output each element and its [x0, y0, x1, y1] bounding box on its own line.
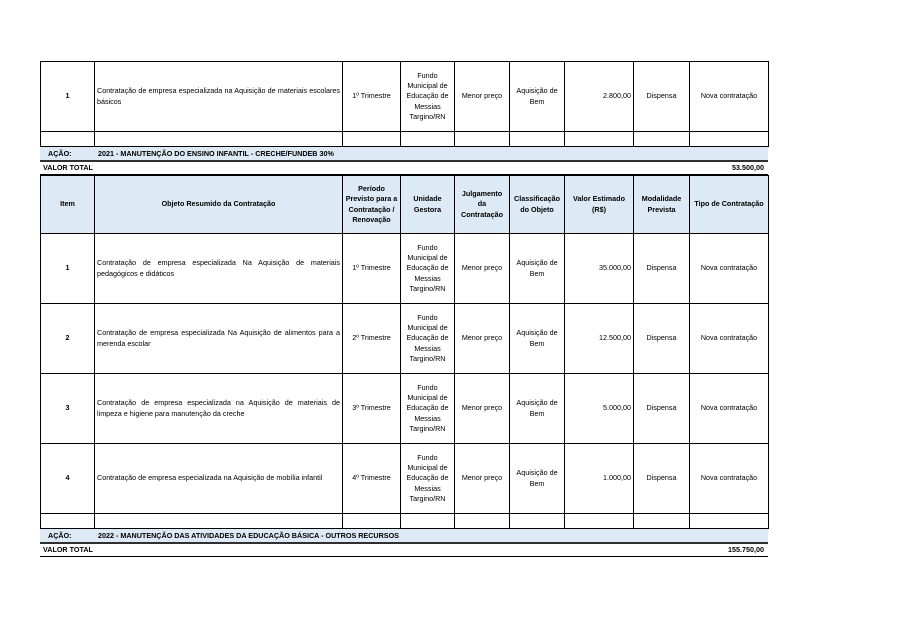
cell-item: 1 [41, 234, 95, 304]
acao-text: 2022 - MANUTENÇÃO DAS ATIVIDADES DA EDUCAÇÃO BÁSICA - OUTROS RECURSOS [98, 531, 399, 540]
cell-valor: 35.000,00 [565, 234, 634, 304]
cell-item: 3 [41, 374, 95, 444]
cell-modalidade: Dispensa [634, 444, 690, 514]
cell-tipo: Nova contratação [690, 374, 769, 444]
cell-objeto: Contratação de empresa especializada na Aquisição de materiais escolares básicos [95, 62, 343, 132]
cell-classificacao: Aquisição de Bem [510, 444, 565, 514]
empty-row [41, 514, 769, 529]
acao-label: AÇÃO: [48, 531, 72, 540]
empty-cell [565, 514, 634, 529]
cell-tipo: Nova contratação [690, 62, 769, 132]
empty-cell [95, 514, 343, 529]
cell-periodo: 3º Trimestre [343, 374, 401, 444]
empty-cell [401, 514, 455, 529]
valor-total-value: 53.500,00 [732, 163, 764, 172]
empty-cell [690, 132, 769, 147]
cell-classificacao: Aquisição de Bem [510, 304, 565, 374]
cell-julgamento: Menor preço [455, 304, 510, 374]
acao-band-1 [40, 147, 768, 160]
valor-total-label: VALOR TOTAL [43, 163, 93, 172]
valor-total-value: 155.750,00 [728, 545, 764, 554]
empty-cell [510, 132, 565, 147]
cell-periodo: 2º Trimestre [343, 304, 401, 374]
cell-julgamento: Menor preço [455, 234, 510, 304]
col-header-modalidade: Modalidade Prevista [634, 176, 690, 234]
cell-periodo: 4º Trimestre [343, 444, 401, 514]
col-header-julgamento: Julgamento da Contratação [455, 176, 510, 234]
empty-cell [41, 514, 95, 529]
empty-cell [401, 132, 455, 147]
empty-cell [510, 514, 565, 529]
empty-row [41, 132, 769, 147]
cell-periodo: 1º Trimestre [343, 234, 401, 304]
empty-cell [95, 132, 343, 147]
cell-tipo: Nova contratação [690, 234, 769, 304]
empty-cell [455, 514, 510, 529]
empty-cell [690, 514, 769, 529]
col-header-objeto: Objeto Resumido da Contratação [95, 176, 343, 234]
contracts-table-2 [40, 175, 769, 529]
cell-unidade: Fundo Municipal de Educação de Messias Targino/RN [401, 62, 455, 132]
cell-unidade: Fundo Municipal de Educação de Messias Targino/RN [401, 234, 455, 304]
cell-tipo: Nova contratação [690, 444, 769, 514]
cell-valor: 5.000,00 [565, 374, 634, 444]
cell-modalidade: Dispensa [634, 304, 690, 374]
table-header-row [41, 176, 769, 234]
valor-total-row-1 [40, 162, 768, 175]
col-header-periodo: Período Previsto para a Contratação / Renovação [343, 176, 401, 234]
cell-periodo: 1º Trimestre [343, 62, 401, 132]
col-header-valor: Valor Estimado (R$) [565, 176, 634, 234]
cell-classificacao: Aquisição de Bem [510, 62, 565, 132]
empty-cell [634, 514, 690, 529]
cell-valor: 1.000,00 [565, 444, 634, 514]
procurement-plan-sheet [40, 61, 768, 557]
table-row [41, 444, 769, 514]
valor-total-label: VALOR TOTAL [43, 545, 93, 554]
cell-modalidade: Dispensa [634, 374, 690, 444]
cell-classificacao: Aquisição de Bem [510, 234, 565, 304]
cell-objeto: Contratação de empresa especializada na Aquisição de materiais de limpeza e higiene para manutenção da creche [95, 374, 343, 444]
cell-objeto: Contratação de empresa especializada Na Aquisição de alimentos para a merenda escolar [95, 304, 343, 374]
empty-cell [343, 514, 401, 529]
cell-julgamento: Menor preço [455, 62, 510, 132]
cell-objeto: Contratação de empresa especializada Na Aquisição de materiais pedagógicos e didáticos [95, 234, 343, 304]
empty-cell [634, 132, 690, 147]
cell-item: 4 [41, 444, 95, 514]
cell-item: 2 [41, 304, 95, 374]
cell-item: 1 [41, 62, 95, 132]
cell-unidade: Fundo Municipal de Educação de Messias Targino/RN [401, 374, 455, 444]
cell-julgamento: Menor preço [455, 444, 510, 514]
col-header-item: Item [41, 176, 95, 234]
table-row [41, 62, 769, 132]
cell-tipo: Nova contratação [690, 304, 769, 374]
cell-modalidade: Dispensa [634, 62, 690, 132]
acao-label: AÇÃO: [48, 149, 72, 158]
cell-objeto: Contratação de empresa especializada na Aquisição de mobília infantil [95, 444, 343, 514]
cell-modalidade: Dispensa [634, 234, 690, 304]
cell-valor: 2.800,00 [565, 62, 634, 132]
empty-cell [343, 132, 401, 147]
table-row [41, 234, 769, 304]
empty-cell [41, 132, 95, 147]
empty-cell [455, 132, 510, 147]
table-row [41, 374, 769, 444]
col-header-tipo: Tipo de Contratação [690, 176, 769, 234]
cell-classificacao: Aquisição de Bem [510, 374, 565, 444]
empty-cell [565, 132, 634, 147]
cell-valor: 12.500,00 [565, 304, 634, 374]
cell-unidade: Fundo Municipal de Educação de Messias Targino/RN [401, 304, 455, 374]
col-header-classificacao: Classificação do Objeto [510, 176, 565, 234]
cell-unidade: Fundo Municipal de Educação de Messias Targino/RN [401, 444, 455, 514]
cell-julgamento: Menor preço [455, 374, 510, 444]
acao-band-2 [40, 529, 768, 542]
acao-text: 2021 - MANUTENÇÃO DO ENSINO INFANTIL - CRECHE/FUNDEB 30% [98, 149, 334, 158]
table-row [41, 304, 769, 374]
col-header-unidade: Unidade Gestora [401, 176, 455, 234]
contracts-table-1 [40, 61, 769, 147]
valor-total-row-2 [40, 544, 768, 557]
